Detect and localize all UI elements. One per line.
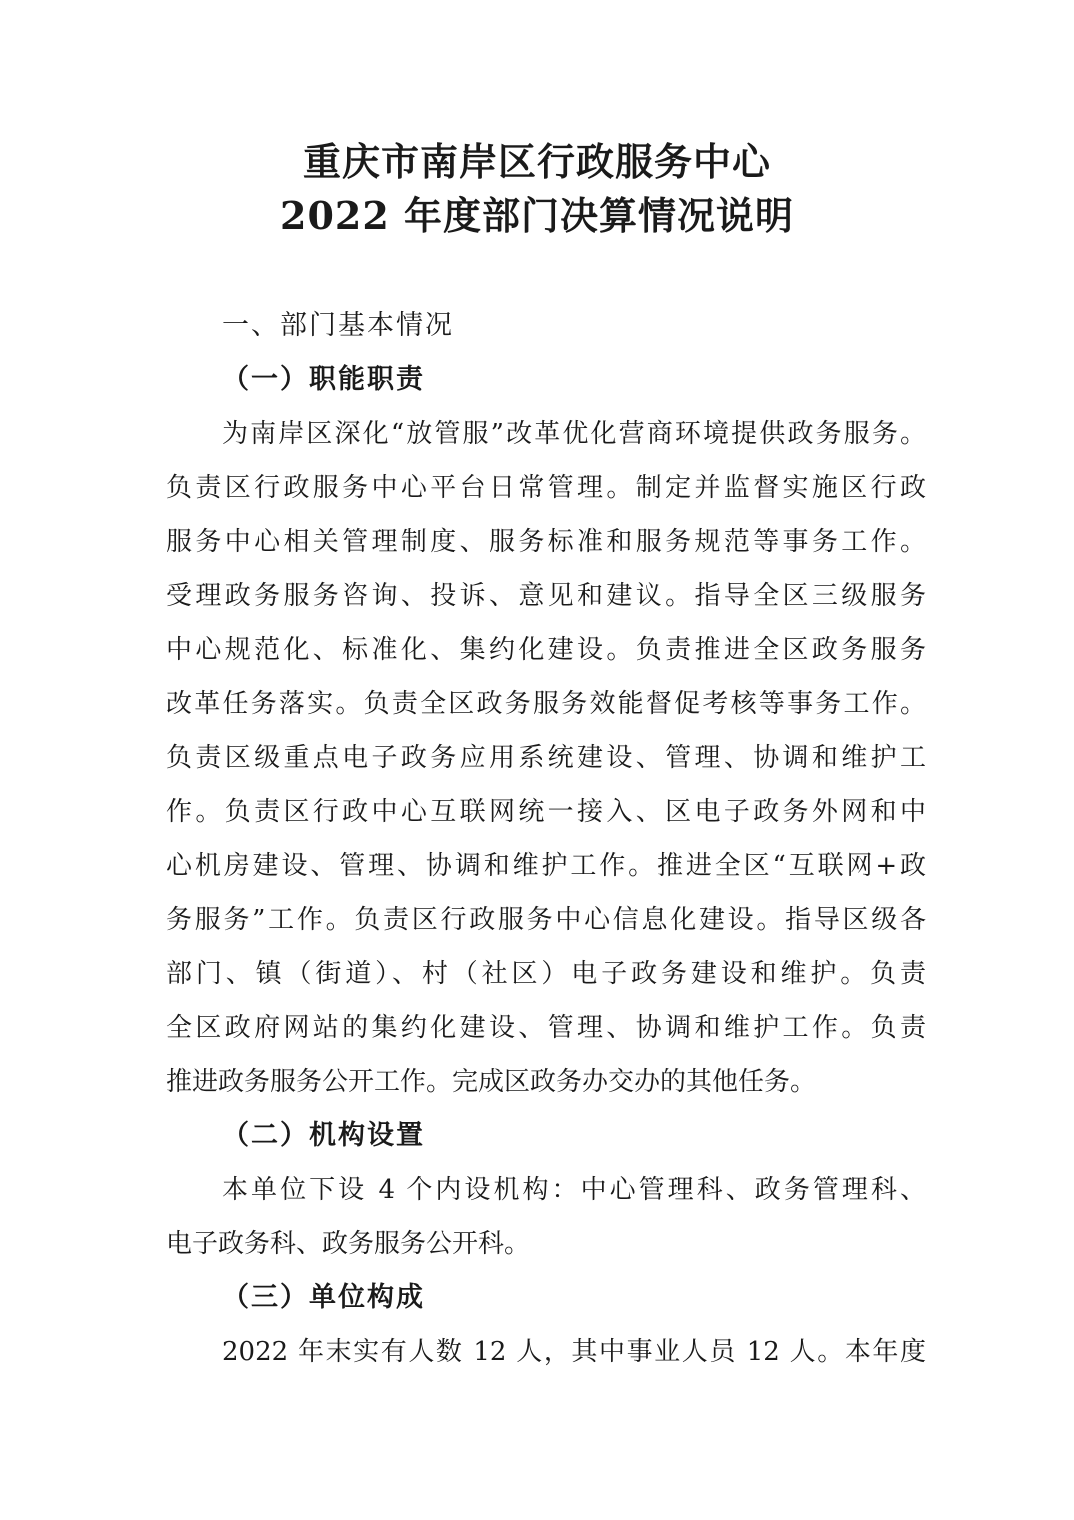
subsection-heading-duties: （一）职能职责	[222, 364, 425, 395]
paragraph-line: 电子政务科、政务服务公开科。	[166, 1229, 531, 1259]
paragraph-line: 本单位下设 4 个内设机构：中心管理科、政务管理科、	[222, 1175, 926, 1205]
section-heading-basic-info: 一、部门基本情况	[222, 310, 454, 341]
paragraph-line: 推进政务服务公开工作。完成区政务办交办的其他任务。	[166, 1067, 817, 1097]
paragraph-line: 2022 年末实有人数 12 人，其中事业人员 12 人。本年度	[222, 1337, 926, 1367]
document-title-line-1: 重庆市南岸区行政服务中心	[302, 139, 771, 184]
paragraph-line: 受理政务服务咨询、投诉、意见和建议。指导全区三级服务	[166, 581, 926, 611]
document-title-line-2: 2022 年度部门决算情况说明	[280, 193, 794, 238]
paragraph-line: 负责区级重点电子政务应用系统建设、管理、协调和维护工	[166, 743, 926, 773]
paragraph-line: 务服务”工作。负责区行政服务中心信息化建设。指导区级各	[166, 905, 926, 935]
subsection-heading-composition: （三）单位构成	[222, 1282, 425, 1313]
paragraph-line: 改革任务落实。负责全区政务服务效能督促考核等事务工作。	[166, 689, 926, 719]
paragraph-line: 中心规范化、标准化、集约化建设。负责推进全区政务服务	[166, 635, 926, 665]
paragraph-line: 心机房建设、管理、协调和维护工作。推进全区“互联网+政	[166, 851, 926, 881]
paragraph-line: 为南岸区深化“放管服”改革优化营商环境提供政务服务。	[222, 419, 926, 449]
paragraph-line: 服务中心相关管理制度、服务标准和服务规范等事务工作。	[166, 527, 926, 557]
paragraph-line: 全区政府网站的集约化建设、管理、协调和维护工作。负责	[166, 1013, 926, 1043]
paragraph-line: 负责区行政服务中心平台日常管理。制定并监督实施区行政	[166, 473, 926, 503]
paragraph-line: 作。负责区行政中心互联网统一接入、区电子政务外网和中	[166, 797, 926, 827]
subsection-heading-organization: （二）机构设置	[222, 1120, 425, 1151]
paragraph-line: 部门、镇（街道）、村（社区）电子政务建设和维护。负责	[166, 959, 926, 989]
